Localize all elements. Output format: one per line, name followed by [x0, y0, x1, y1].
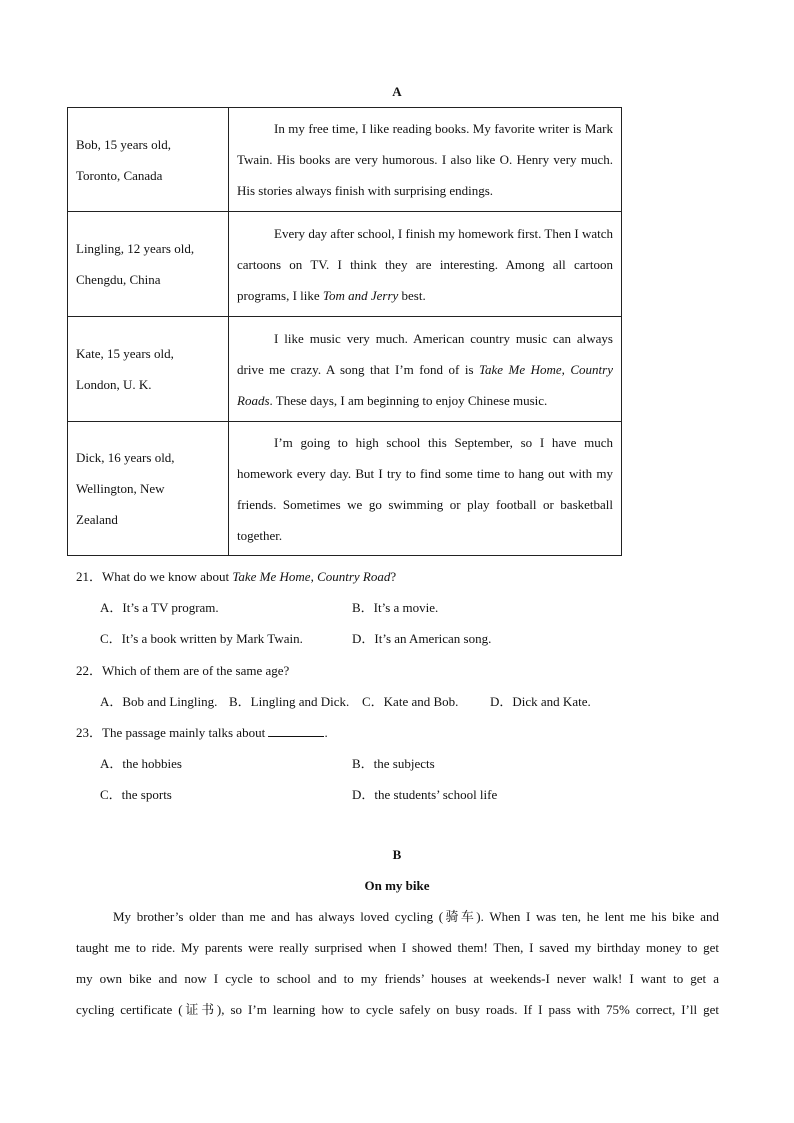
option-22b[interactable]: B．Lingling and Dick.: [229, 694, 350, 709]
option-21b[interactable]: B．It’s a movie.: [352, 600, 439, 615]
question-21: [76, 566, 396, 585]
option-22c[interactable]: C．Kate and Bob.: [362, 694, 459, 709]
profile-location: Chengdu, China: [76, 272, 161, 287]
passage-line: my own bike and now I cycle to school and to my friends’ houses at weekends-I never walk! I want to get a: [76, 971, 719, 986]
passage-line: cycling certificate (证书), so I’m learning how to cycle safely on busy roads. If I pass with 75% correct, I’ll get: [76, 1002, 719, 1017]
profile-name-age: Dick, 16 years old,: [76, 450, 175, 465]
profile-text: I’m going to high school this September, so I have much homework every day. But I try to find some time to hang out with my friends. Sometimes we go swimming or play football or basketball together.: [237, 434, 613, 543]
option-23b[interactable]: B．the subjects: [352, 756, 435, 771]
profile-bob: [68, 108, 229, 212]
option-21a[interactable]: A．It’s a TV program.: [100, 600, 219, 615]
table-row: [68, 422, 622, 556]
answer-blank: [268, 726, 324, 737]
question-stem: 21．What do we know about: [76, 569, 233, 584]
question-22: 22．Which of them are of the same age?: [76, 663, 290, 678]
section-b-heading: B: [392, 847, 402, 862]
profile-text: . These days, I am beginning to enjoy Chinese music.: [269, 392, 548, 408]
profile-text-dick: [229, 422, 622, 556]
option-22d[interactable]: D．Dick and Kate.: [490, 694, 591, 709]
question-stem: 23．The passage mainly talks about: [76, 725, 269, 740]
option-23a[interactable]: A．the hobbies: [100, 756, 182, 771]
profiles-table: [67, 107, 622, 556]
profile-text: In my free time, I like reading books. My favorite writer is Mark Twain. His books are very humorous. I also like O. Henry very much. His stories always finish with surprising endings.: [237, 121, 613, 198]
profile-text-title: Take Me Home, Country Roads: [237, 361, 613, 408]
profile-text-kate: [229, 317, 622, 422]
table-row: [68, 212, 622, 317]
table-row: [68, 317, 622, 422]
profile-kate: [68, 317, 229, 422]
profile-name-age: Bob, 15 years old,: [76, 136, 171, 152]
passage-title: On my bike: [364, 878, 430, 893]
option-21d[interactable]: D．It’s an American song.: [352, 631, 492, 646]
passage-line: My brother’s older than me and has always loved cycling (骑车). When I was ten, he lent me his bike and: [113, 909, 719, 924]
question-title: Take Me Home, Country Road: [232, 569, 391, 584]
profile-text: Every day after school, I finish my homework first. Then I watch cartoons on TV. I think they are interesting. Among all cartoon programs, I like: [237, 225, 613, 303]
profile-lingling: [68, 212, 229, 317]
option-23d[interactable]: D．the students’ school life: [352, 787, 498, 802]
profile-dick: [68, 422, 229, 556]
profile-text: best.: [398, 287, 426, 303]
profile-location: Zealand: [76, 512, 118, 527]
profile-text-title: Tom and Jerry: [322, 287, 399, 303]
profile-location: London, U. K.: [76, 377, 152, 392]
profile-name-age: Kate, 15 years old,: [76, 346, 174, 361]
profile-name-age: Lingling, 12 years old,: [76, 241, 195, 256]
profile-text-bob: [229, 108, 622, 212]
table-row: [68, 108, 622, 212]
question-23: [76, 722, 328, 741]
profile-text-lingling: [229, 212, 622, 317]
option-21c[interactable]: C．It’s a book written by Mark Twain.: [100, 631, 303, 646]
option-23c[interactable]: C．the sports: [100, 787, 172, 802]
question-stem: ?: [390, 569, 397, 584]
question-stem: .: [324, 725, 328, 740]
profile-location: Toronto, Canada: [76, 167, 163, 183]
profile-text: I like music very much. American country music can always drive me crazy. A song that I’m fond of is: [237, 330, 613, 377]
passage-line: taught me to ride. My parents were really surprised when I showed them! Then, I saved my birthday money to get: [76, 940, 719, 955]
option-22a[interactable]: A．Bob and Lingling.: [100, 694, 218, 709]
profile-location: Wellington, New: [76, 481, 165, 496]
section-a-heading: A: [392, 84, 402, 99]
